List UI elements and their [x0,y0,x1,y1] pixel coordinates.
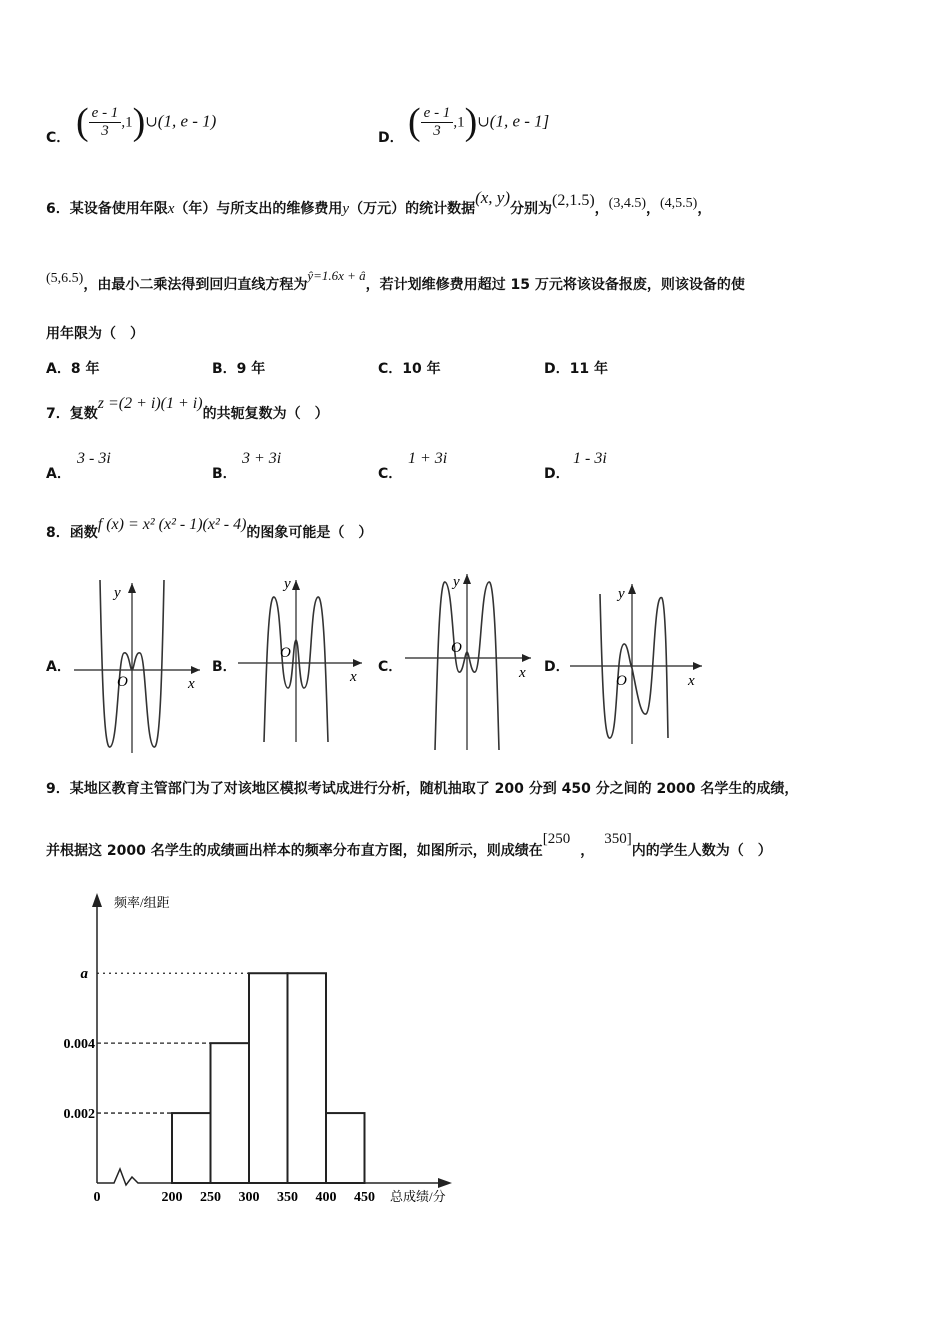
q6-line-1: 6．某设备使用年限x（年）与所支出的维修费用y（万元）的统计数据(x, y)分别为(2,1.5)，(3,4.5)，(4,5.5)， [46,188,712,217]
axis-y-label: y [284,576,291,592]
q7-stem: 7．复数z =(2 + i)(1 + i)的共轭复数为（ ） [46,395,329,422]
q8-option-d-label: D． [544,659,570,675]
q6-option-b: B．9 年 [212,361,266,377]
axis-y-label: y [618,586,625,602]
q7-option-d-value: 1 - 3i [573,450,607,467]
frequency-histogram [40,885,470,1215]
axis-x-label: x [519,665,526,681]
q7-option-b-label: B． [212,466,237,482]
y-tick-label: 0.004 [63,1037,95,1053]
q7-option-a-value: 3 - 3i [77,450,111,467]
y-tick-label: a [80,966,88,983]
q7-option-b-value: 3 + 3i [242,450,282,467]
histogram-bar [211,1043,250,1183]
y-axis-arrow [92,893,102,907]
axis-x-label: x [188,676,195,692]
q6-line-2: (5,6.5)，由最小二乘法得到回归直线方程为ŷ=1.6x + â，若计划维修费用超过 15 万元将该设备报废，则该设备的使 [46,268,745,293]
axis-y-label: y [453,574,460,590]
axis-x-label: x [688,673,695,689]
origin-label: O [451,640,462,656]
fraction: $\frac{e - 1}{3}$ [89,105,122,140]
x-tick-label: 450 [354,1190,375,1205]
histogram-bar [172,1113,211,1183]
q6-option-c: C．10 年 [378,361,441,377]
q7-option-a-label: A． [46,466,71,482]
x-tick-label: 350 [277,1190,298,1205]
q6-option-a: A．8 年 [46,361,100,377]
y-axis-label: 频率/组距 [114,895,170,910]
q8-graph-c [405,570,535,752]
fraction: $\frac{e - 1}{3}$ [421,105,454,140]
x-tick-label: 250 [200,1190,221,1205]
q9-line-2: 并根据这 2000 名学生的成绩画出样本的频率分布直方图，如图所示，则成绩在[250，350]内的学生人数为（ ） [46,831,772,859]
q9-line-1: 9．某地区教育主管部门为了对该地区模拟考试成进行分析，随机抽取了 200 分到 450 分之间的 2000 名学生的成绩， [46,781,799,797]
x-tick-label: 200 [161,1190,183,1205]
q6-line-3: 用年限为（ ） [46,326,144,342]
x-tick-label: 300 [238,1190,260,1205]
histogram-bar [288,973,327,1183]
q5-option-c-expression: ( $\frac{e - 1}{3}$ ,1)∪(1, e - 1) [76,101,217,143]
y-tick-label: 0.002 [63,1107,95,1123]
q8-graph-a [74,575,204,755]
q7-option-c-value: 1 + 3i [408,450,448,467]
q8-graph-d [570,576,706,746]
origin-label: O [280,645,291,661]
origin-zero: 0 [93,1190,101,1205]
q7-option-c-label: C． [378,466,403,482]
q5-option-d-expression: ( $\frac{e - 1}{3}$ ,1)∪(1, e - 1] [408,101,550,143]
origin-label: O [616,673,627,689]
q8-option-a-label: A． [46,659,71,675]
q5-option-c-label: C． [46,130,71,146]
x-tick-label: 400 [315,1190,337,1205]
q8-option-c-label: C． [378,659,403,675]
axis-x-label: x [350,669,357,685]
q6-option-d: D．11 年 [544,361,608,377]
histogram-bar [249,973,288,1183]
x-axis-label: 总成绩/分 [390,1189,446,1204]
x-axis-arrow [438,1178,452,1188]
origin-label: O [117,674,128,690]
q8-graph-b [238,570,368,750]
q8-option-b-label: B． [212,659,237,675]
q5-option-d-label: D． [378,130,404,146]
histogram-bar [326,1113,365,1183]
axis-y-label: y [114,585,121,601]
q7-option-d-label: D． [544,466,570,482]
q8-stem: 8．函数f (x) = x² (x² - 1)(x² - 4)的图象可能是（ ） [46,516,373,541]
